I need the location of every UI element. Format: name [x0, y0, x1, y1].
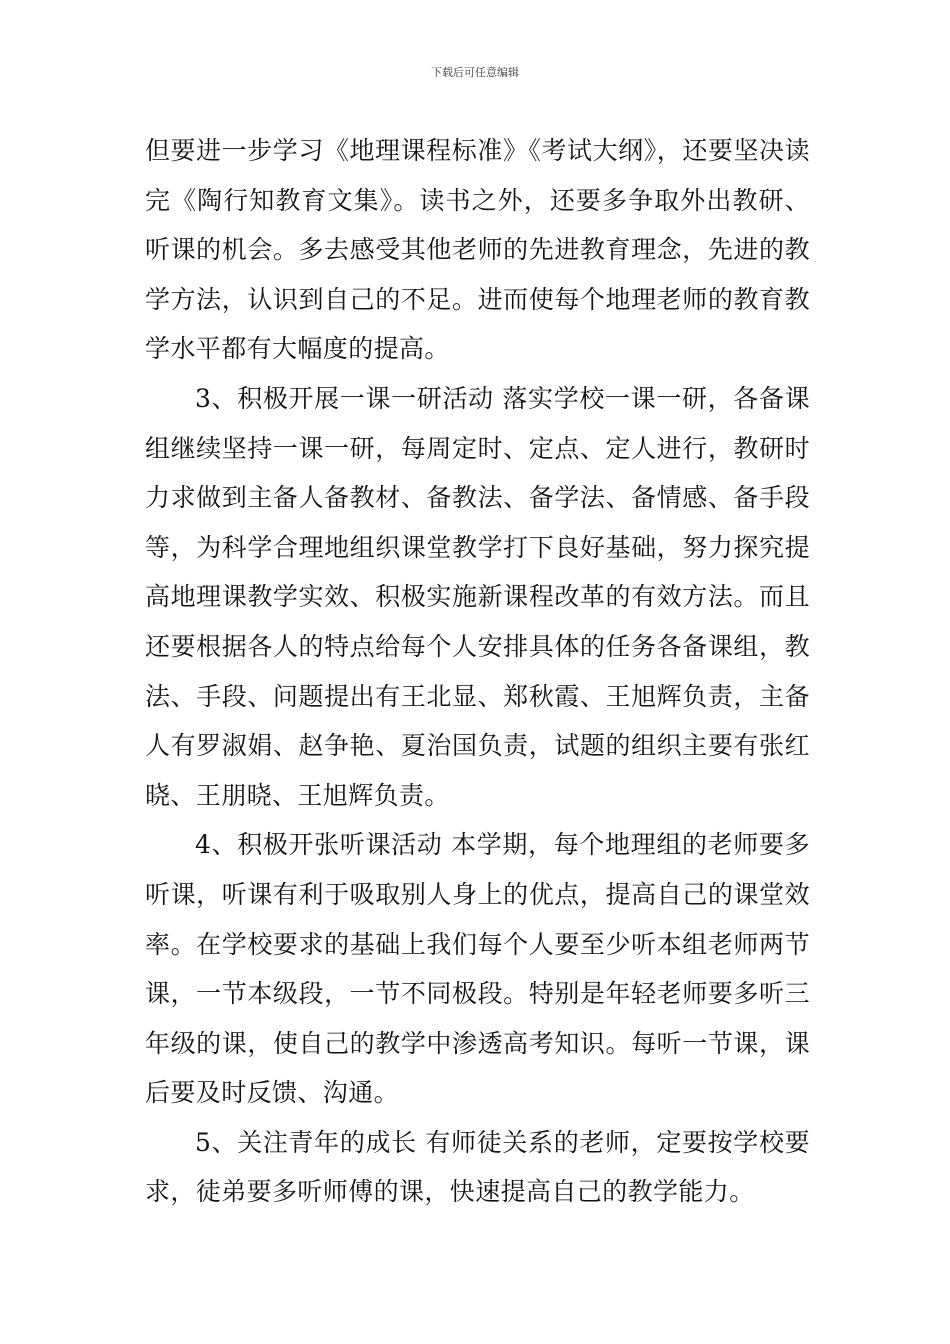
document-body — [145, 126, 810, 1217]
paragraph-3: 4、积极开张听课活动 本学期，每个地理组的老师要多听课，听课有利于吸取别人身上的优点，提高自己的课堂效率。在学校要求的基础上我们每个人要至少听本组老师两节课，一节本级段，一节不同极段。特别是年轻老师要多听三年级的课，使自己的教学中渗透高考知识。每听一节课，课后要及时反馈、沟通。 — [145, 830, 810, 1108]
paragraph-2: 3、积极开展一课一研活动 落实学校一课一研，各备课组继续坚持一课一研，每周定时、定点、定人进行，教研时力求做到主备人备教材、备教法、备学法、备情感、备手段等，为科学合理地组织课堂教学打下良好基础，努力探究提高地理课教学实效、积极实施新课程改革的有效方法。而且还要根据各人的特点给每个人安排具体的任务各备课组，教法、手段、问题提出有王北显、郑秋霞、王旭辉负责，主备人有罗淑娟、赵争艳、夏治国负责，试题的组织主要有张红晓、王朋晓、王旭辉负责。 — [145, 383, 810, 810]
page-header-note: 下载后可任意编辑 — [431, 66, 519, 79]
paragraph-4: 5、关注青年的成长 有师徒关系的老师，定要按学校要求，徒弟要多听师傅的课，快速提高自己的教学能力。 — [145, 1127, 810, 1207]
paragraph-1: 但要进一步学习《地理课程标准》《考试大纲》，还要坚决读完《陶行知教育文集》。读书之外，还要多争取外出教研、听课的机会。多去感受其他老师的先进教育理念，先进的教学方法，认识到自己的不足。进而使每个地理老师的教育教学水平都有大幅度的提高。 — [145, 136, 810, 364]
